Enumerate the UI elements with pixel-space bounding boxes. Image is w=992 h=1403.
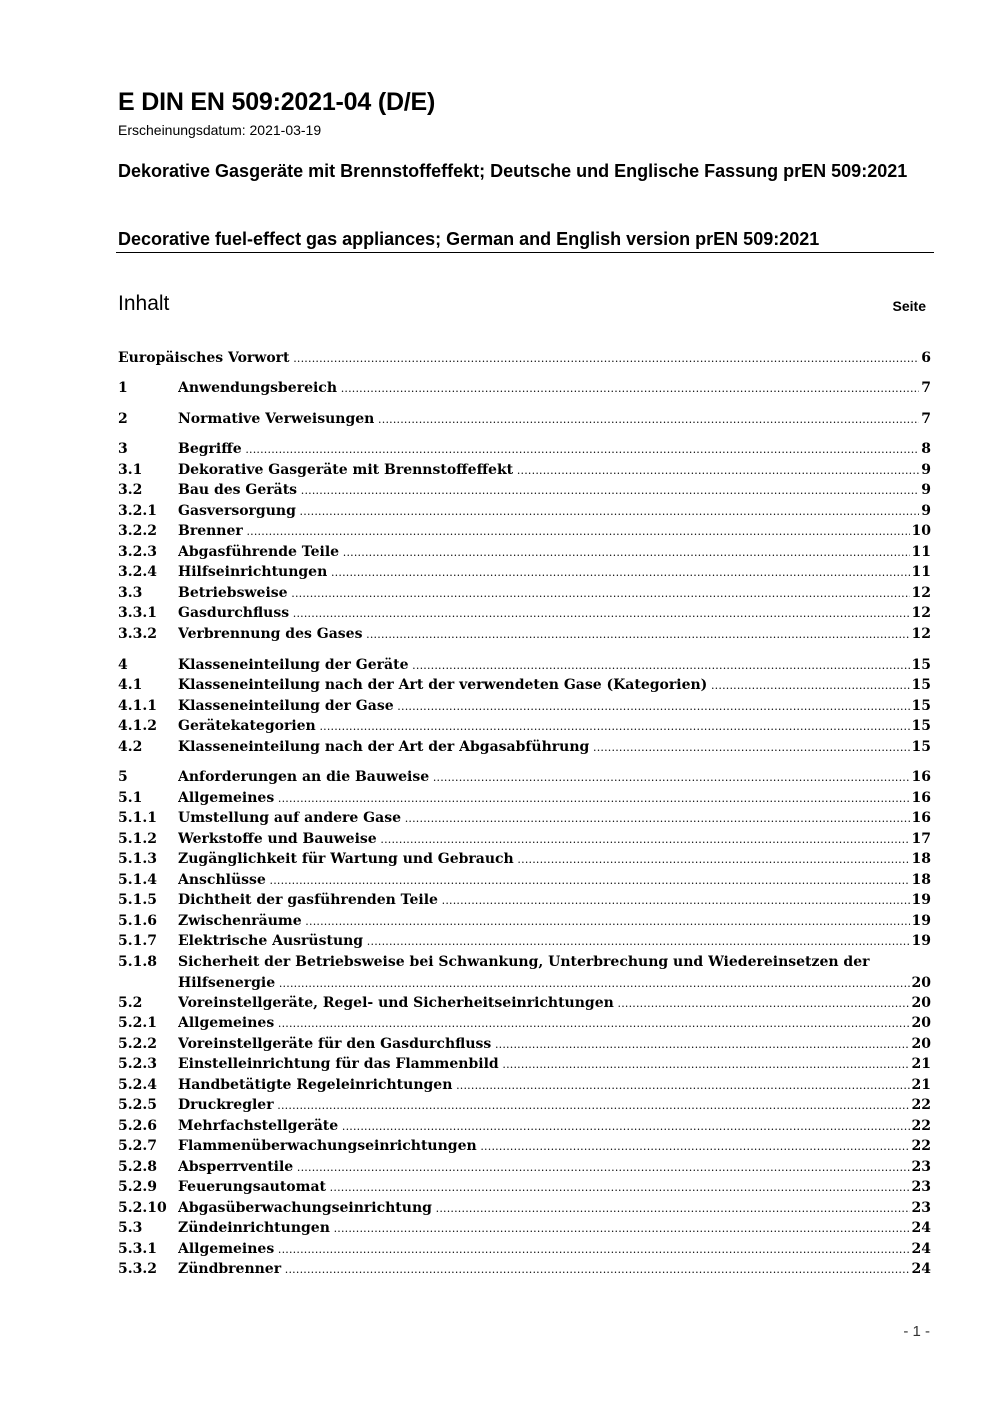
toc-entry-title: Gasdurchfluss ..... xyxy=(178,603,931,624)
toc-entry-number: 3.2.2 xyxy=(118,523,157,539)
toc-entry[interactable] xyxy=(118,952,931,994)
toc-entry[interactable] xyxy=(118,1075,931,1095)
toc-entry[interactable] xyxy=(118,1116,931,1136)
toc-entry-title: Klasseneinteilung der Geräte ..... xyxy=(178,655,931,676)
toc-entry[interactable] xyxy=(118,675,931,695)
toc-entry[interactable] xyxy=(118,1034,931,1054)
toc-entry-page: 16 xyxy=(911,810,931,826)
toc-entry-page: 11 xyxy=(911,544,931,560)
toc-entry-page: 24 xyxy=(911,1220,931,1236)
toc-entry-number: 5.2 xyxy=(118,995,143,1011)
toc-entry[interactable] xyxy=(118,1177,931,1197)
title-german: Dekorative Gasgeräte mit Brennstoffeffekt; Deutsche und Englische Fassung prEN 509:2021 xyxy=(118,161,908,181)
toc-entry[interactable] xyxy=(118,911,931,931)
toc-entry[interactable] xyxy=(118,808,931,828)
toc-entry[interactable] xyxy=(118,1157,931,1177)
toc-entry-number: 5.2.8 xyxy=(118,1159,157,1175)
toc-entry-title: Abgasüberwachungseinrichtung ..... xyxy=(178,1198,931,1219)
toc-entry-number: 5.3.1 xyxy=(118,1241,157,1257)
toc-entry-title: Normative Verweisungen ..... xyxy=(178,409,931,430)
toc-entry[interactable] xyxy=(118,737,931,757)
toc-entry-page: 12 xyxy=(911,585,931,601)
toc-entry[interactable] xyxy=(118,348,931,368)
document-id: E DIN EN 509:2021-04 (D/E) xyxy=(118,88,436,116)
toc-entry-page: 11 xyxy=(911,564,931,580)
toc-entry-number: 4.1 xyxy=(118,677,143,693)
toc-entry-title: Allgemeines ..... xyxy=(178,1239,931,1260)
toc-entry-page: 16 xyxy=(911,790,931,806)
toc-entry-title: Dekorative Gasgeräte mit Brennstoffeffekt ..... xyxy=(178,460,931,481)
toc-entry-title: Voreinstellgeräte für den Gasdurchfluss ..... xyxy=(178,1034,931,1055)
toc-entry-number: 5.2.9 xyxy=(118,1179,157,1195)
toc-entry-title: Hilfseinrichtungen ..... xyxy=(178,562,931,583)
toc-entry-number: 5.1 xyxy=(118,790,143,806)
toc-entry-number: 4 xyxy=(118,657,128,673)
toc-entry-page: 23 xyxy=(911,1159,931,1175)
toc-entry-page: 21 xyxy=(911,1077,931,1093)
toc-entry-title: Begriffe ..... xyxy=(178,439,931,460)
toc-heading: Inhalt xyxy=(118,292,170,315)
toc-entry[interactable] xyxy=(118,716,931,736)
toc-entry-page: 18 xyxy=(911,872,931,888)
toc-entry-title: Anschlüsse ..... xyxy=(178,870,931,891)
toc-entry[interactable] xyxy=(118,521,931,541)
toc-entry-title: Absperrventile ..... xyxy=(178,1157,931,1178)
toc-entry-title: Klasseneinteilung nach der Art der verwendeten Gase (Kategorien) ..... xyxy=(178,675,931,696)
toc-entry[interactable] xyxy=(118,562,931,582)
toc-entry-title: Betriebsweise ..... xyxy=(178,583,931,604)
toc-page-column-label: Seite xyxy=(892,298,926,314)
toc-entry-page: 23 xyxy=(911,1200,931,1216)
toc-entry-title: Europäisches Vorwort ..... xyxy=(118,348,931,369)
toc-entry-number: 5.3 xyxy=(118,1220,143,1236)
toc-entry-number: 5.1.3 xyxy=(118,851,157,867)
toc-entry-page: 23 xyxy=(911,1179,931,1195)
toc-entry-title: Anwendungsbereich ..... xyxy=(178,378,931,399)
toc-entry-page: 21 xyxy=(911,1056,931,1072)
toc-entry-title: Verbrennung des Gases ..... xyxy=(178,624,931,645)
toc-entry[interactable] xyxy=(118,460,931,480)
toc-entry[interactable] xyxy=(118,849,931,869)
toc-entry-number: 5.1.4 xyxy=(118,872,157,888)
toc-entry[interactable] xyxy=(118,655,931,675)
toc-entry-page: 24 xyxy=(911,1261,931,1277)
toc-entry[interactable] xyxy=(118,696,931,716)
toc-entry-page: 10 xyxy=(911,523,931,539)
toc-entry[interactable] xyxy=(118,1136,931,1156)
toc-entry-page: 9 xyxy=(921,462,931,478)
toc-entry[interactable] xyxy=(118,480,931,500)
toc-entry-number: 5.2.3 xyxy=(118,1056,157,1072)
toc-entry-page: 20 xyxy=(911,1036,931,1052)
toc-entry[interactable] xyxy=(118,1198,931,1218)
toc-entry-page: 19 xyxy=(911,913,931,929)
toc-entry-title: Allgemeines ..... xyxy=(178,788,931,809)
toc-entry-page: 17 xyxy=(911,831,931,847)
toc-entry-page: 16 xyxy=(911,769,931,785)
toc-entry-title: Umstellung auf andere Gase ..... xyxy=(178,808,931,829)
toc-entry[interactable] xyxy=(118,542,931,562)
toc-entry[interactable] xyxy=(118,931,931,951)
toc-entry-number: 3 xyxy=(118,441,128,457)
toc-entry[interactable] xyxy=(118,1095,931,1115)
toc-entry-page: 18 xyxy=(911,851,931,867)
toc-entry-page: 12 xyxy=(911,626,931,642)
toc-entry[interactable] xyxy=(118,870,931,890)
toc-entry-page: 19 xyxy=(911,933,931,949)
toc-entry-number: 5.1.8 xyxy=(118,954,157,970)
toc-entry-title-continuation: Hilfsenergie ..... xyxy=(178,973,931,994)
toc-entry-page: 9 xyxy=(921,503,931,519)
toc-entry[interactable] xyxy=(118,1054,931,1074)
toc-entry-title: Flammenüberwachungseinrichtungen ..... xyxy=(178,1136,931,1157)
page-number: - 1 - xyxy=(903,1323,930,1340)
toc-entry-number: 5.2.1 xyxy=(118,1015,157,1031)
toc-entry-title: Werkstoffe und Bauweise ..... xyxy=(178,829,931,850)
toc-entry[interactable] xyxy=(118,1218,931,1238)
toc-entry-title: Gasversorgung ..... xyxy=(178,501,931,522)
toc-entry-title: Dichtheit der gasführenden Teile ..... xyxy=(178,890,931,911)
toc-entry-number: 3.3.2 xyxy=(118,626,157,642)
toc-entry-page: 12 xyxy=(911,605,931,621)
toc-entry-number: 3.2 xyxy=(118,482,143,498)
toc-entry-title: Gerätekategorien ..... xyxy=(178,716,931,737)
toc-entry-page: 7 xyxy=(921,380,931,396)
toc-entry[interactable] xyxy=(118,1239,931,1259)
toc-entry-page: 7 xyxy=(921,411,931,427)
toc-entry[interactable] xyxy=(118,993,931,1013)
toc-entry-number: 3.2.1 xyxy=(118,503,157,519)
toc-entry-number: 4.1.2 xyxy=(118,718,157,734)
toc-entry[interactable] xyxy=(118,767,931,787)
toc-entry-number: 2 xyxy=(118,411,128,427)
toc-entry-title: Allgemeines ..... xyxy=(178,1013,931,1034)
toc-entry-number: 4.2 xyxy=(118,739,143,755)
toc-entry[interactable] xyxy=(118,1013,931,1033)
title-english: Decorative fuel-effect gas appliances; German and English version prEN 509:2021 xyxy=(118,229,820,249)
toc-entry-page: 15 xyxy=(911,698,931,714)
toc-entry-title: Anforderungen an die Bauweise ..... xyxy=(178,767,931,788)
toc-entry-page: 15 xyxy=(911,677,931,693)
toc-entry-page: 15 xyxy=(911,718,931,734)
toc-entry-number: 3.2.4 xyxy=(118,564,157,580)
toc-entry-number: 5.1.6 xyxy=(118,913,157,929)
toc-entry-title: Voreinstellgeräte, Regel- und Sicherheitseinrichtungen ..... xyxy=(178,993,931,1014)
toc-entry-number: 5.1.5 xyxy=(118,892,157,908)
toc-entry-title: Klasseneinteilung der Gase ..... xyxy=(178,696,931,717)
toc-entry-title: Bau des Geräts ..... xyxy=(178,480,931,501)
toc-entry-title: Feuerungsautomat ..... xyxy=(178,1177,931,1198)
toc-entry-title: Zugänglichkeit für Wartung und Gebrauch ..... xyxy=(178,849,931,870)
toc-entry-page: 22 xyxy=(911,1138,931,1154)
toc-entry-title: Abgasführende Teile ..... xyxy=(178,542,931,563)
publication-date: Erscheinungsdatum: 2021-03-19 xyxy=(118,122,322,138)
toc-entry-title: Brenner ..... xyxy=(178,521,931,542)
toc-entry[interactable] xyxy=(118,890,931,910)
toc-entry-title: Zwischenräume ..... xyxy=(178,911,931,932)
toc-entry-title: Sicherheit der Betriebsweise bei Schwankung, Unterbrechung und Wiedereinsetzen der xyxy=(178,954,870,970)
toc-entry[interactable] xyxy=(118,501,931,521)
toc-entry-number: 3.1 xyxy=(118,462,143,478)
toc-entry-number: 5.1.7 xyxy=(118,933,157,949)
toc-entry[interactable] xyxy=(118,378,931,398)
toc-entry-number: 5.2.6 xyxy=(118,1118,157,1134)
toc-entry-number: 3.3.1 xyxy=(118,605,157,621)
toc-entry-page: 20 xyxy=(911,975,931,991)
toc-entry-number: 5.2.2 xyxy=(118,1036,157,1052)
toc-entry[interactable] xyxy=(118,439,931,459)
toc-entry-page: 15 xyxy=(911,657,931,673)
toc-entry-number: 1 xyxy=(118,380,128,396)
toc-entry-number: 3.3 xyxy=(118,585,143,601)
toc-entry-title: Mehrfachstellgeräte ..... xyxy=(178,1116,931,1137)
toc-entry-number: 5.1.1 xyxy=(118,810,157,826)
toc-entry-page: 19 xyxy=(911,892,931,908)
toc-entry[interactable] xyxy=(118,603,931,623)
toc-entry-page: 20 xyxy=(911,995,931,1011)
toc-entry[interactable] xyxy=(118,829,931,849)
toc-entry-number: 3.2.3 xyxy=(118,544,157,560)
toc-entry-number: 5.2.4 xyxy=(118,1077,157,1093)
toc-entry-number: 5.2.5 xyxy=(118,1097,157,1113)
toc-entry-title: Klasseneinteilung nach der Art der Abgasabführung ..... xyxy=(178,737,931,758)
toc-entry[interactable] xyxy=(118,1259,931,1279)
toc-entry-page: 24 xyxy=(911,1241,931,1257)
toc-entry-number: 5.2.7 xyxy=(118,1138,157,1154)
toc-entry[interactable] xyxy=(118,583,931,603)
toc-entry-page: 22 xyxy=(911,1097,931,1113)
toc-entry-number: 4.1.1 xyxy=(118,698,157,714)
toc-entry[interactable] xyxy=(118,788,931,808)
toc-entry-title: Handbetätigte Regeleinrichtungen ..... xyxy=(178,1075,931,1096)
toc-entry-page: 8 xyxy=(921,441,931,457)
toc-entry-title: Druckregler ..... xyxy=(178,1095,931,1116)
toc-entry-page: 15 xyxy=(911,739,931,755)
toc-entry[interactable] xyxy=(118,409,931,429)
title-divider xyxy=(116,252,934,253)
toc-entry-title: Zündbrenner ..... xyxy=(178,1259,931,1280)
toc-entry-page: 20 xyxy=(911,1015,931,1031)
toc-entry-page: 6 xyxy=(921,350,931,366)
toc-entry-page: 22 xyxy=(911,1118,931,1134)
toc-entry-page: 9 xyxy=(921,482,931,498)
toc-entry[interactable] xyxy=(118,624,931,644)
toc-entry-title: Elektrische Ausrüstung ..... xyxy=(178,931,931,952)
toc-entry-title: Einstelleinrichtung für das Flammenbild ..... xyxy=(178,1054,931,1075)
toc-entry-title: Zündeinrichtungen ..... xyxy=(178,1218,931,1239)
toc-entry-number: 5.3.2 xyxy=(118,1261,157,1277)
toc-entry-number: 5.1.2 xyxy=(118,831,157,847)
toc-entry-number: 5.2.10 xyxy=(118,1200,167,1216)
toc-entry-number: 5 xyxy=(118,769,128,785)
